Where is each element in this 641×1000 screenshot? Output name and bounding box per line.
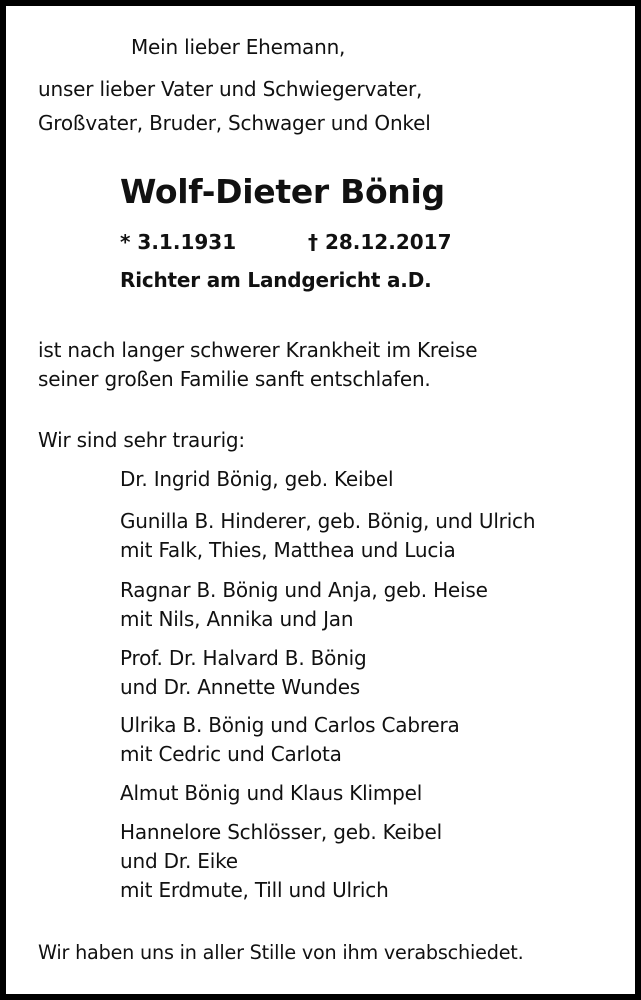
intro-line-1: Mein lieber Ehemann, (131, 35, 346, 59)
birth-date: * 3.1.1931 (120, 230, 237, 254)
mourner-line: und Dr. Eike (120, 849, 238, 873)
mourner-line: Prof. Dr. Halvard B. Bönig (120, 646, 367, 670)
life-dates (120, 229, 452, 255)
mourner-line: mit Falk, Thies, Matthea und Lucia (120, 538, 456, 562)
mourner-line: Hannelore Schlösser, geb. Keibel (120, 820, 442, 844)
mourner-line: und Dr. Annette Wundes (120, 675, 361, 699)
mourners-heading: Wir sind sehr traurig: (38, 428, 245, 452)
death-date: † 28.12.2017 (308, 230, 452, 254)
intro-line-3: Großvater, Bruder, Schwager und Onkel (38, 111, 431, 135)
statement-line-2: seiner großen Familie sanft entschlafen. (38, 367, 431, 391)
mourner-line: Almut Bönig und Klaus Klimpel (120, 781, 423, 805)
mourner-line: mit Erdmute, Till und Ulrich (120, 878, 389, 902)
mourner-line: mit Cedric und Carlota (120, 742, 342, 766)
deceased-name: Wolf-Dieter Bönig (120, 172, 445, 211)
intro-line-2: unser lieber Vater und Schwiegervater, (38, 77, 423, 101)
mourner-line: Ulrika B. Bönig und Carlos Cabrera (120, 713, 460, 737)
mourner-line: Gunilla B. Hinderer, geb. Bönig, und Ulrich (120, 509, 536, 533)
statement-line-1: ist nach langer schwerer Krankheit im Kreise (38, 338, 478, 362)
mourner-line: mit Nils, Annika und Jan (120, 607, 354, 631)
mourner-line: Dr. Ingrid Bönig, geb. Keibel (120, 467, 394, 491)
deceased-title: Richter am Landgericht a.D. (120, 268, 432, 292)
closing-line: Wir haben uns in aller Stille von ihm verabschiedet. (38, 941, 524, 964)
mourner-line: Ragnar B. Bönig und Anja, geb. Heise (120, 578, 488, 602)
